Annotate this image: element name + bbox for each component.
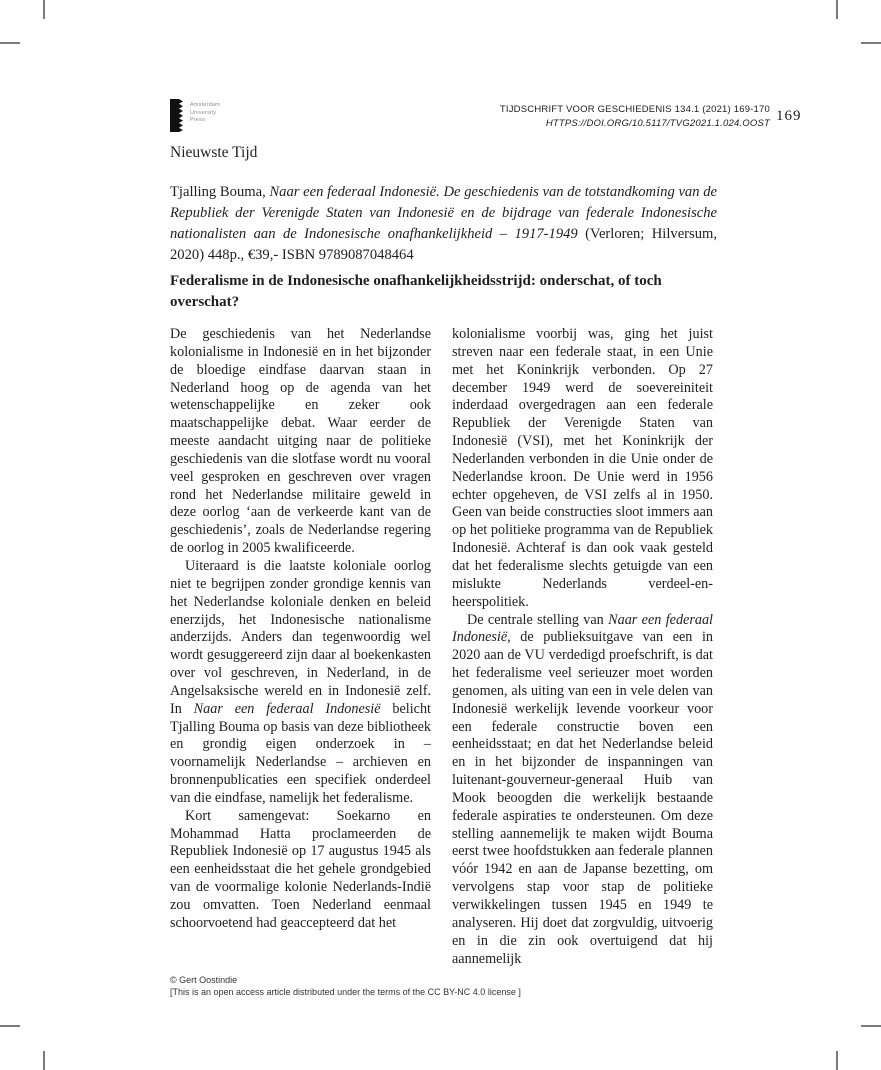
crop-mark-top-right-vertical [836,0,838,19]
running-head [370,103,770,131]
text-run: , de publieksuitgave van een in 2020 aan de VU verdedigd proefschrift, is dat het federalisme veel serieuzer moet worden genomen, als uiting van een in vele delen van Indonesië werkelijk levende voorkeur voor een federale constructie boven een eenheidsstaat; en dat het Nederlandse beleid en in het bijzonder de inspanningen van luitenant-gouverneur-generaal Huib van Mook beoogden die werkelijk bestaande federale aspiraties te ondersteunen. Om deze stelling aannemelijk te maken wijdt Bouma eerst twee hoofdstukken aan federale plannen vóór 1942 en aan de Japanse bezetting, om vervolgens stap voor stap de politieke verwikkelingen tussen 1945 en 1949 te analyseren. Hij doet dat zorgvuldig, uitvoerig en in die zin ook overtuigend dat hij aannemelijk [452,629,713,967]
text-run: Uiteraard is die laatste koloniale oorlog niet te begrijpen zonder grondige kennis van het Nederlandse koloniale denken en beleid enerzijds, het Indonesische nationalisme anderzijds. Anders dan tegenwoordig wel wordt gesuggereerd zijn daar al boekenkasten over vol geschreven, in Nederland, in de Angelsaksische wereld en in Indonesië zelf. In [170,557,431,717]
doi-line: HTTPS://DOI.ORG/10.5117/TVG2021.1.024.OOST [545,118,770,129]
italic-text-run: Naar een federaal Indonesië. De geschiedenis van de totstandkoming van de Republiek der Verenigde Staten van Indonesië en de bijdrage van federale Indonesische nationalisten aan de Indonesische onafhankelijkheid – 1917-1949 [170,184,717,242]
crop-mark-bottom-right-horizontal [861,1025,881,1027]
copyright-line: © Gert Oostindie [170,975,238,985]
review-title: Federalisme in de Indonesische onafhankelijkheidsstrijd: onderschat, of toch overschat? [170,273,662,310]
crop-mark-bottom-left-vertical [43,1051,45,1070]
paragraph [170,808,431,933]
text-run: De geschiedenis van het Nederlandse kolonialisme in Indonesië en in het bijzonder de bloedige eindfase daarvan staan in Nederland hoog op de agenda van het wetenschappelijke en zeker ook maatschappelijke debat. Waar eerder de meeste aandacht uitging naar de politieke geschiedenis van die slotfase wordt nu vooral veel gesproken en geschreven over vragen rond het Nederlandse militaire geweld in deze oorlog ‘aan de verkeerde kant van de geschiedenis’, zoals de Nederlandse regering de oorlog in 2005 kwalificeerde. [170,326,431,557]
page-footer [170,974,521,998]
body-column-right [452,326,713,968]
page-number: 169 [776,108,802,124]
italic-text-run: Naar een federaal Indonesië [452,611,713,646]
crop-mark-bottom-left-horizontal [0,1025,20,1027]
publisher-name: Amsterdam University Press [190,102,220,123]
crop-mark-bottom-right-vertical [836,1051,838,1070]
paragraph [170,558,431,808]
text-run: belicht Tjalling Bouma op basis van deze bibliotheek en grondig eigen onderzoek in – voornamelijk Nederlandse – archieven en bronnenpublicaties een specifiek onderdeel van die eindfase, namelijk het federalisme. [170,700,431,806]
paragraph [452,326,713,612]
section-label: Nieuwste Tijd [170,144,258,161]
text-run: kolonialisme voorbij was, ging het juist streven naar een federale staat, in een Unie met het Koninkrijk verbonden. Op 27 december 1949 werd de soevereiniteit inderdaad overgedragen aan een federale Republiek der Verenigde Staten van Indonesië (VSI), met het Koninkrijk der Nederlanden verbonden in die Unie onder de Nederlandse kroon. De Unie werd in 1956 echter opgeheven, de VSI zelfs al in 1950. Geen van beide constructies sloot immers aan op het politieke programma van de Republiek Indonesië. Achteraf is dan ook vaak gesteld dat het federalisme slechts getuigde van een mislukte Nederlands verdeel-en-heerspolitiek. [452,326,713,610]
text-run: Tjalling Bouma, [170,184,270,200]
crop-mark-top-left-horizontal [0,42,20,44]
aup-logo-icon [170,99,184,132]
journal-citation-line: TIJDSCHRIFT VOOR GESCHIEDENIS 134.1 (2021) 169-170 [499,104,770,115]
paragraph [170,326,431,558]
license-line: [This is an open access article distributed under the terms of the CC BY-NC 4.0 license ] [170,987,521,997]
publisher-logo [170,99,220,132]
text-run: Kort samengevat: Soekarno en Mohammad Hatta proclameerden de Republiek Indonesië op 17 augustus 1945 als een eenheidsstaat die het gehele grondgebied van de voormalige kolonie Nederlands-Indië zou omvatten. Toen Nederland eenmaal schoorvoetend had geaccepteerd dat het [170,807,431,931]
paragraph [452,612,713,969]
text-run: (Verloren; Hilversum, 2020) 448p., €39,- ISBN 9789087048464 [170,226,718,263]
body-column-left [170,326,431,933]
crop-mark-top-right-horizontal [861,42,881,44]
italic-text-run: Naar een federaal Indonesië [193,700,381,717]
book-citation [170,182,717,266]
text-run: De centrale stelling van [467,611,609,628]
crop-mark-top-left-vertical [43,0,45,19]
